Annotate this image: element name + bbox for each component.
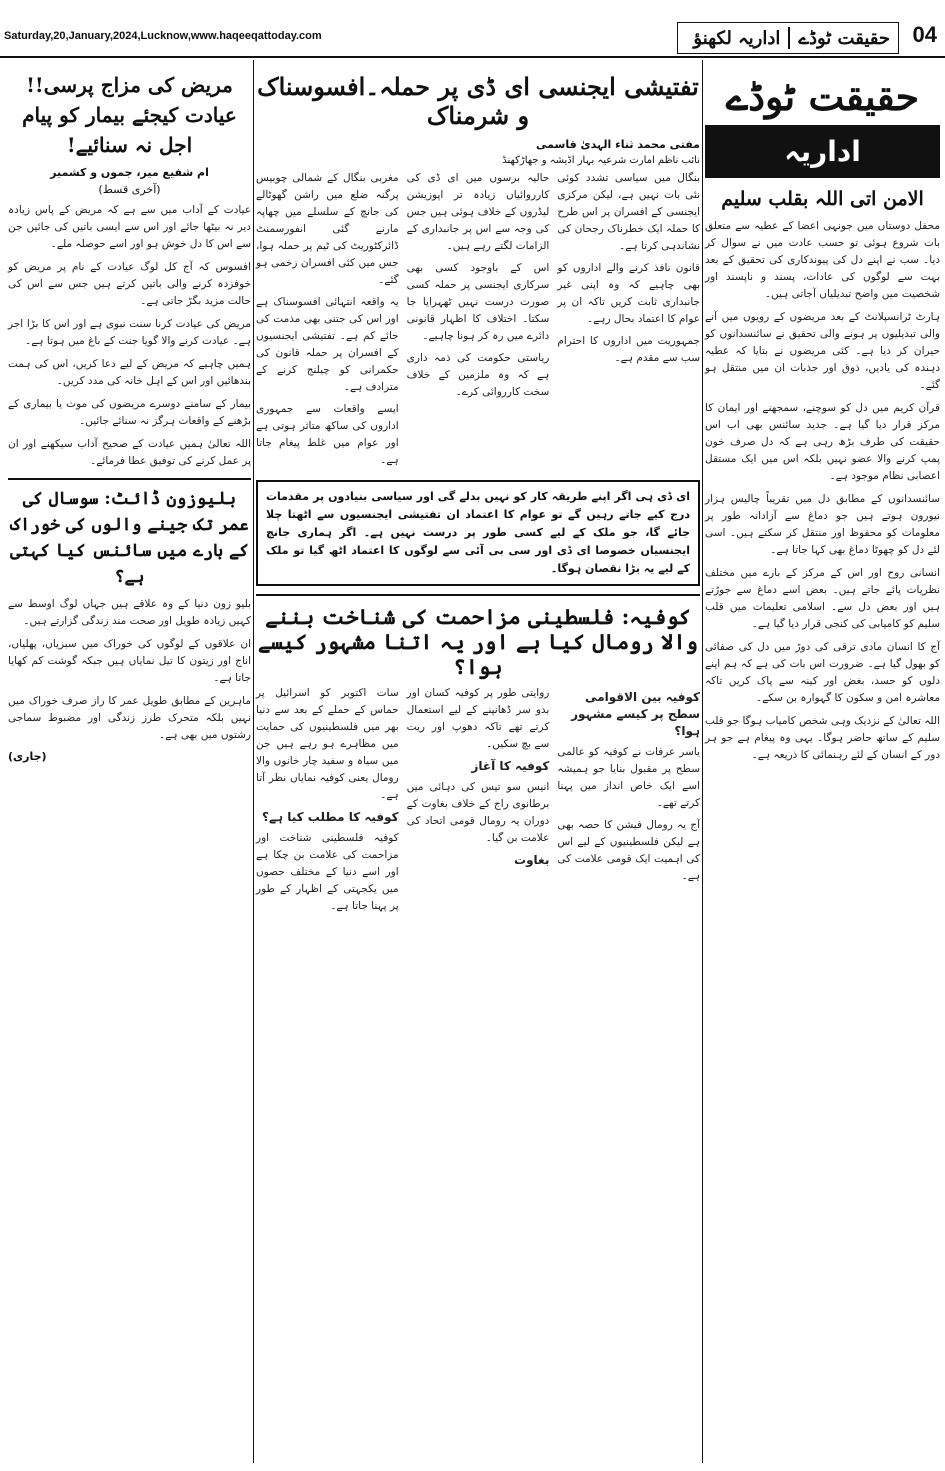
article-column <box>256 170 399 474</box>
paragraph: جمہوریت میں اداروں کا احترام سب سے مقدم ہے۔ <box>557 335 701 364</box>
article-column <box>407 170 550 474</box>
article-byline: ام شفیع میر، جموں و کشمیر <box>50 166 209 179</box>
paragraph: اس کے باوجود کسی بھی سرکاری ایجنسی پر حملہ کسی صورت درست نہیں ٹھہرایا جا سکتا۔ اختلاف کا اظہار قانونی دائرے میں رہ کر ہونا چاہیے۔ <box>406 262 550 342</box>
article-column <box>407 685 550 920</box>
paragraph: مغربی بنگال کے شمالی چوبیس پرگنہ ضلع میں راشن گھوٹالے کی جانچ کے سلسلے میں چھاپہ مارنے گئی انفورسمنٹ ڈائرکٹوریٹ کی ٹیم پر حملہ ہوا، جس میں کئی افسران زخمی ہو گئے۔ <box>256 172 399 286</box>
paragraph: اللہ تعالیٰ ہمیں عیادت کے صحیح آداب سیکھنے اور ان پر عمل کرنے کی توفیق عطا فرمائے۔ <box>8 438 251 467</box>
paragraph: حالیہ برسوں میں ای ڈی کی کارروائیاں زیادہ تر اپوزیشن لیڈروں کے خلاف ہوئی ہیں جس کی وجہ سے اس پر جانبداری کے الزامات لگتے رہے ہیں۔ <box>406 172 550 252</box>
paragraph: بیمار کے سامنے دوسرے مریضوں کی موت یا بیماری کے بڑھنے کے واقعات ہرگز نہ سنائے جائیں۔ <box>8 398 251 427</box>
article-byline: مفتی محمد ثناء الہدیٰ قاسمی <box>536 138 700 151</box>
masthead-box <box>677 22 899 54</box>
editorial-label: اداریہ <box>705 125 940 178</box>
masthead-separator <box>788 27 790 49</box>
paragraph: مریض کی عیادت کرنا سنت نبوی ہے اور اس کا بڑا اجر ہے۔ عیادت کرنے والا گویا جنت کے باغ میں ہوتا ہے۔ <box>8 318 251 347</box>
subheading: بغاوت <box>514 853 550 867</box>
paragraph: بنگال میں سیاسی تشدد کوئی نئی بات نہیں ہے، لیکن مرکزی ایجنسی کے افسران پر اس طرح کا حملہ ایک خطرناک رجحان کی نشاندہی کرتا ہے۔ <box>557 172 701 252</box>
paragraph: عیادت کے آداب میں سے ہے کہ مریض کے پاس زیادہ دیر نہ بیٹھا جائے اور اس سے ایسی باتیں کی جائیں جن سے اس کا دل خوش ہو اور اسے حوصلہ ملے۔ <box>8 204 251 250</box>
subheading: کوفیہ بین الاقوامی سطح پر کیسے مشہور ہوا؟ <box>571 690 701 738</box>
diet-article-body <box>8 596 251 744</box>
editorial-headline: الامن اتی اللہ بقلب سلیم <box>721 188 924 210</box>
masthead-title: حقیقت ٹوڈے <box>798 27 890 49</box>
paragraph: انسانی روح اور اس کے مرکز کے بارے میں مختلف نظریات پائے جاتے ہیں۔ بعض اسے دماغ سے جوڑتے ہیں اور بعض دل سے۔ اسلامی تعلیمات میں قلب سلیم کو کامیابی کی کنجی قرار دیا گیا ہے۔ <box>705 567 940 630</box>
visit-article-headline: مریض کی مزاج پرسی!! عیادت کیجئے بیمار کو پیام اجل نہ سنائیے! <box>22 73 237 157</box>
paragraph: یاسر عرفات نے کوفیہ کو عالمی سطح پر مقبول بنایا جو ہمیشہ اسے ایک خاص انداز میں پہنا کرتے تھے۔ <box>557 746 701 809</box>
subheading: کوفیہ کا مطلب کیا ہے؟ <box>262 810 399 824</box>
paragraph: یہ واقعہ انتہائی افسوسناک ہے اور اس کی جتنی بھی مذمت کی جائے کم ہے۔ تفتیشی ایجنسیوں کے افسران پر حملہ قانون کی حکمرانی کو چیلنج کرنے کے مترادف ہے۔ <box>256 296 399 393</box>
page-header <box>0 0 945 58</box>
paragraph: سائنسدانوں کے مطابق دل میں تقریباً چالیس ہزار نیورون ہوتے ہیں جو دماغ سے آزادانہ طور پر معلومات کو محفوظ اور منتقل کر سکتے ہیں۔ اسی لئے دل کو چھوٹا دماغ بھی کہا جاتا ہے۔ <box>705 493 940 556</box>
paragraph: انیس سو تیس کی دہائی میں برطانوی راج کے خلاف بغاوت کے دوران یہ رومال قومی اتحاد کی علامت بن گیا۔ <box>406 781 550 844</box>
left-column <box>8 60 251 763</box>
paragraph: ماہرین کے مطابق طویل عمر کا راز صرف خوراک میں نہیں بلکہ متحرک طرز زندگی اور مضبوط سماجی رشتوں میں بھی ہے۔ <box>8 695 251 741</box>
article-column <box>557 685 700 920</box>
paragraph: ان علاقوں کے لوگوں کی خوراک میں سبزیاں، پھلیاں، اناج اور زیتون کا تیل نمایاں ہیں جبکہ گوشت کم کھایا جاتا ہے۔ <box>8 638 251 684</box>
kuffiyeh-headline: کوفیہ: فلسطینی مزاحمت کی شناخت بننے والا رومال کیا ہے اور یہ اتنا مشہور کیسے ہوا؟ <box>256 594 700 679</box>
column-divider <box>702 60 703 1463</box>
paragraph: آج یہ رومال فیشن کا حصہ بھی ہے لیکن فلسطینیوں کے لیے اس کی اہمیت ایک قومی علامت کی ہے۔ <box>557 819 701 882</box>
editorial-body <box>705 218 940 764</box>
paragraph: ہارٹ ٹرانسپلانٹ کے بعد مریضوں کے رویوں میں آنے والی تبدیلیوں پر ہونے والی تحقیق نے سائنسدانوں کو حیران کر دیا ہے۔ کئی مریضوں نے بتایا کہ عطیہ دہندہ کی یادیں، ذوق اور جذبات ان میں منتقل ہو گئے۔ <box>705 311 940 391</box>
date-line: Saturday,20,January,2024,Lucknow,www.haqeeqattoday.com <box>4 30 322 42</box>
paragraph: ریاستی حکومت کی ذمہ داری ہے کہ وہ ملزمین کے خلاف سخت کارروائی کرے۔ <box>406 352 550 398</box>
section-title: اداریہ لکھنؤ <box>693 27 781 49</box>
paragraph: آج کا انسان مادی ترقی کی دوڑ میں دل کی صفائی کو بھول گیا ہے۔ ضرورت اس بات کی ہے کہ ہم اپنے دلوں کو حسد، بغض اور کینہ سے پاک کریں تاکہ معاشرہ امن و سکون کا گہوارہ بن سکے۔ <box>705 641 940 704</box>
article-byline-sub: نائب ناظم امارت شرعیہ بہار اڈیشہ و جھاڑکھنڈ <box>502 155 700 166</box>
column-divider <box>253 60 254 1463</box>
paragraph: سات اکتوبر کو اسرائیل پر حماس کے حملے کے بعد سے دنیا بھر میں فلسطینیوں کی حمایت میں مظاہرے ہو رہے ہیں جن میں سیاہ و سفید چار خانوں والا رومال یعنی کوفیہ نمایاں نظر آتا ہے۔ <box>256 687 399 801</box>
visit-article-body <box>8 202 251 470</box>
highlight-callout: ای ڈی ہی اگر اپنے طریقہ کار کو نہیں بدلے گی اور سیاسی بنیادوں پر مقدمات درج کیے جاتے رہیں گے تو عوام کا اعتماد ان تفتیشی ایجنسیوں سے اٹھتا چلا جائے گا، جو ملک کے لیے کسی طور پر درست نہیں ہے۔ اگر ہماری جانچ ایجنسیاں خصوصا ای ڈی اور سی بی آئی سے لوگوں کا اعتماد اٹھ گیا تو ملک کے لیے یہ بڑا نقصان ہوگا۔ <box>256 480 700 586</box>
paragraph: بلیو زون دنیا کے وہ علاقے ہیں جہاں لوگ اوسط سے کہیں زیادہ طویل اور صحت مند زندگی گزارتے ہیں۔ <box>8 598 251 627</box>
article-installment: (آخری قسط) <box>98 183 161 196</box>
kuffiyeh-columns <box>256 685 700 920</box>
paragraph: ایسے واقعات سے جمہوری اداروں کی ساکھ متاثر ہوتی ہے اور عوام میں غلط پیغام جاتا ہے۔ <box>256 403 399 466</box>
page-number: 04 <box>912 22 937 47</box>
center-column <box>256 60 700 920</box>
editorial-column <box>705 60 940 770</box>
diet-article-headline: بلیوزون ڈائٹ: سوسال کی عمر تک جینے والوں کی خوراک کے بارے میں سائنس کیا کہتی ہے؟ <box>8 478 251 590</box>
paragraph: افسوس کہ آج کل لوگ عیادت کے نام پر مریض کو خوفزدہ کرنے والی باتیں کرتے ہیں جس سے اس کی حالت مزید بگڑ جاتی ہے۔ <box>8 261 251 307</box>
article-column <box>557 170 700 474</box>
article-column <box>256 685 399 920</box>
paragraph: روایتی طور پر کوفیہ کسان اور بدو سر ڈھانپنے کے لیے استعمال کرتے تھے تاکہ دھوپ اور ریت سے بچ سکیں۔ <box>406 687 550 750</box>
ed-article-columns <box>256 170 700 474</box>
paragraph: ہمیں چاہیے کہ مریض کے لیے دعا کریں، اس کی ہمت بندھائیں اور اس کے اہل خانہ کی مدد کریں۔ <box>8 358 251 387</box>
paragraph: اللہ تعالیٰ کے نزدیک وہی شخص کامیاب ہوگا جو قلب سلیم کے ساتھ حاضر ہوگا۔ یہی وہ پیغام ہے جو ہر دور کے انسان کے لئے رہنمائی کا ذریعہ ہے۔ <box>705 715 940 761</box>
subheading: کوفیہ کا آغاز <box>471 759 550 773</box>
paragraph: قانون نافذ کرنے والے اداروں کو بھی چاہیے کہ وہ اپنی غیر جانبداری ثابت کریں تاکہ ان پر عوام کا اعتماد بحال رہے۔ <box>557 262 701 325</box>
paragraph: محفل دوستاں میں جونہی اعضا کے عطیہ سے متعلق بات شروع ہوئی تو حسب عادت میں نے سوال کر دیا۔ سب نے اپنے دل کی پیوندکاری کی تحقیق کے بعد بہت سے لوگوں کی عادات، پسند و ناپسند اور شخصیت میں واضح تبدیلیاں آجاتی ہیں۔ <box>705 220 940 300</box>
paragraph: قرآن کریم میں دل کو سوچنے، سمجھنے اور ایمان کا مرکز قرار دیا گیا ہے۔ جدید سائنس بھی اب اس حقیقت کی طرف بڑھ رہی ہے کہ دل صرف خون پمپ کرنے والا عضو نہیں بلکہ اس میں ایک مستقل اعصابی نظام موجود ہے۔ <box>705 402 940 482</box>
continued-mark: (جاری) <box>8 750 47 763</box>
paragraph: کوفیہ فلسطینی شناخت اور مزاحمت کی علامت بن چکا ہے اور اسے دنیا کے مختلف حصوں میں یکجہتی کے اظہار کے طور پر پہنا جاتا ہے۔ <box>256 832 399 912</box>
brand-title: حقیقت ٹوڈے <box>725 74 920 119</box>
ed-article-headline: تفتیشی ایجنسی ای ڈی پر حملہ۔افسوسناک و شرمناک <box>257 72 699 130</box>
